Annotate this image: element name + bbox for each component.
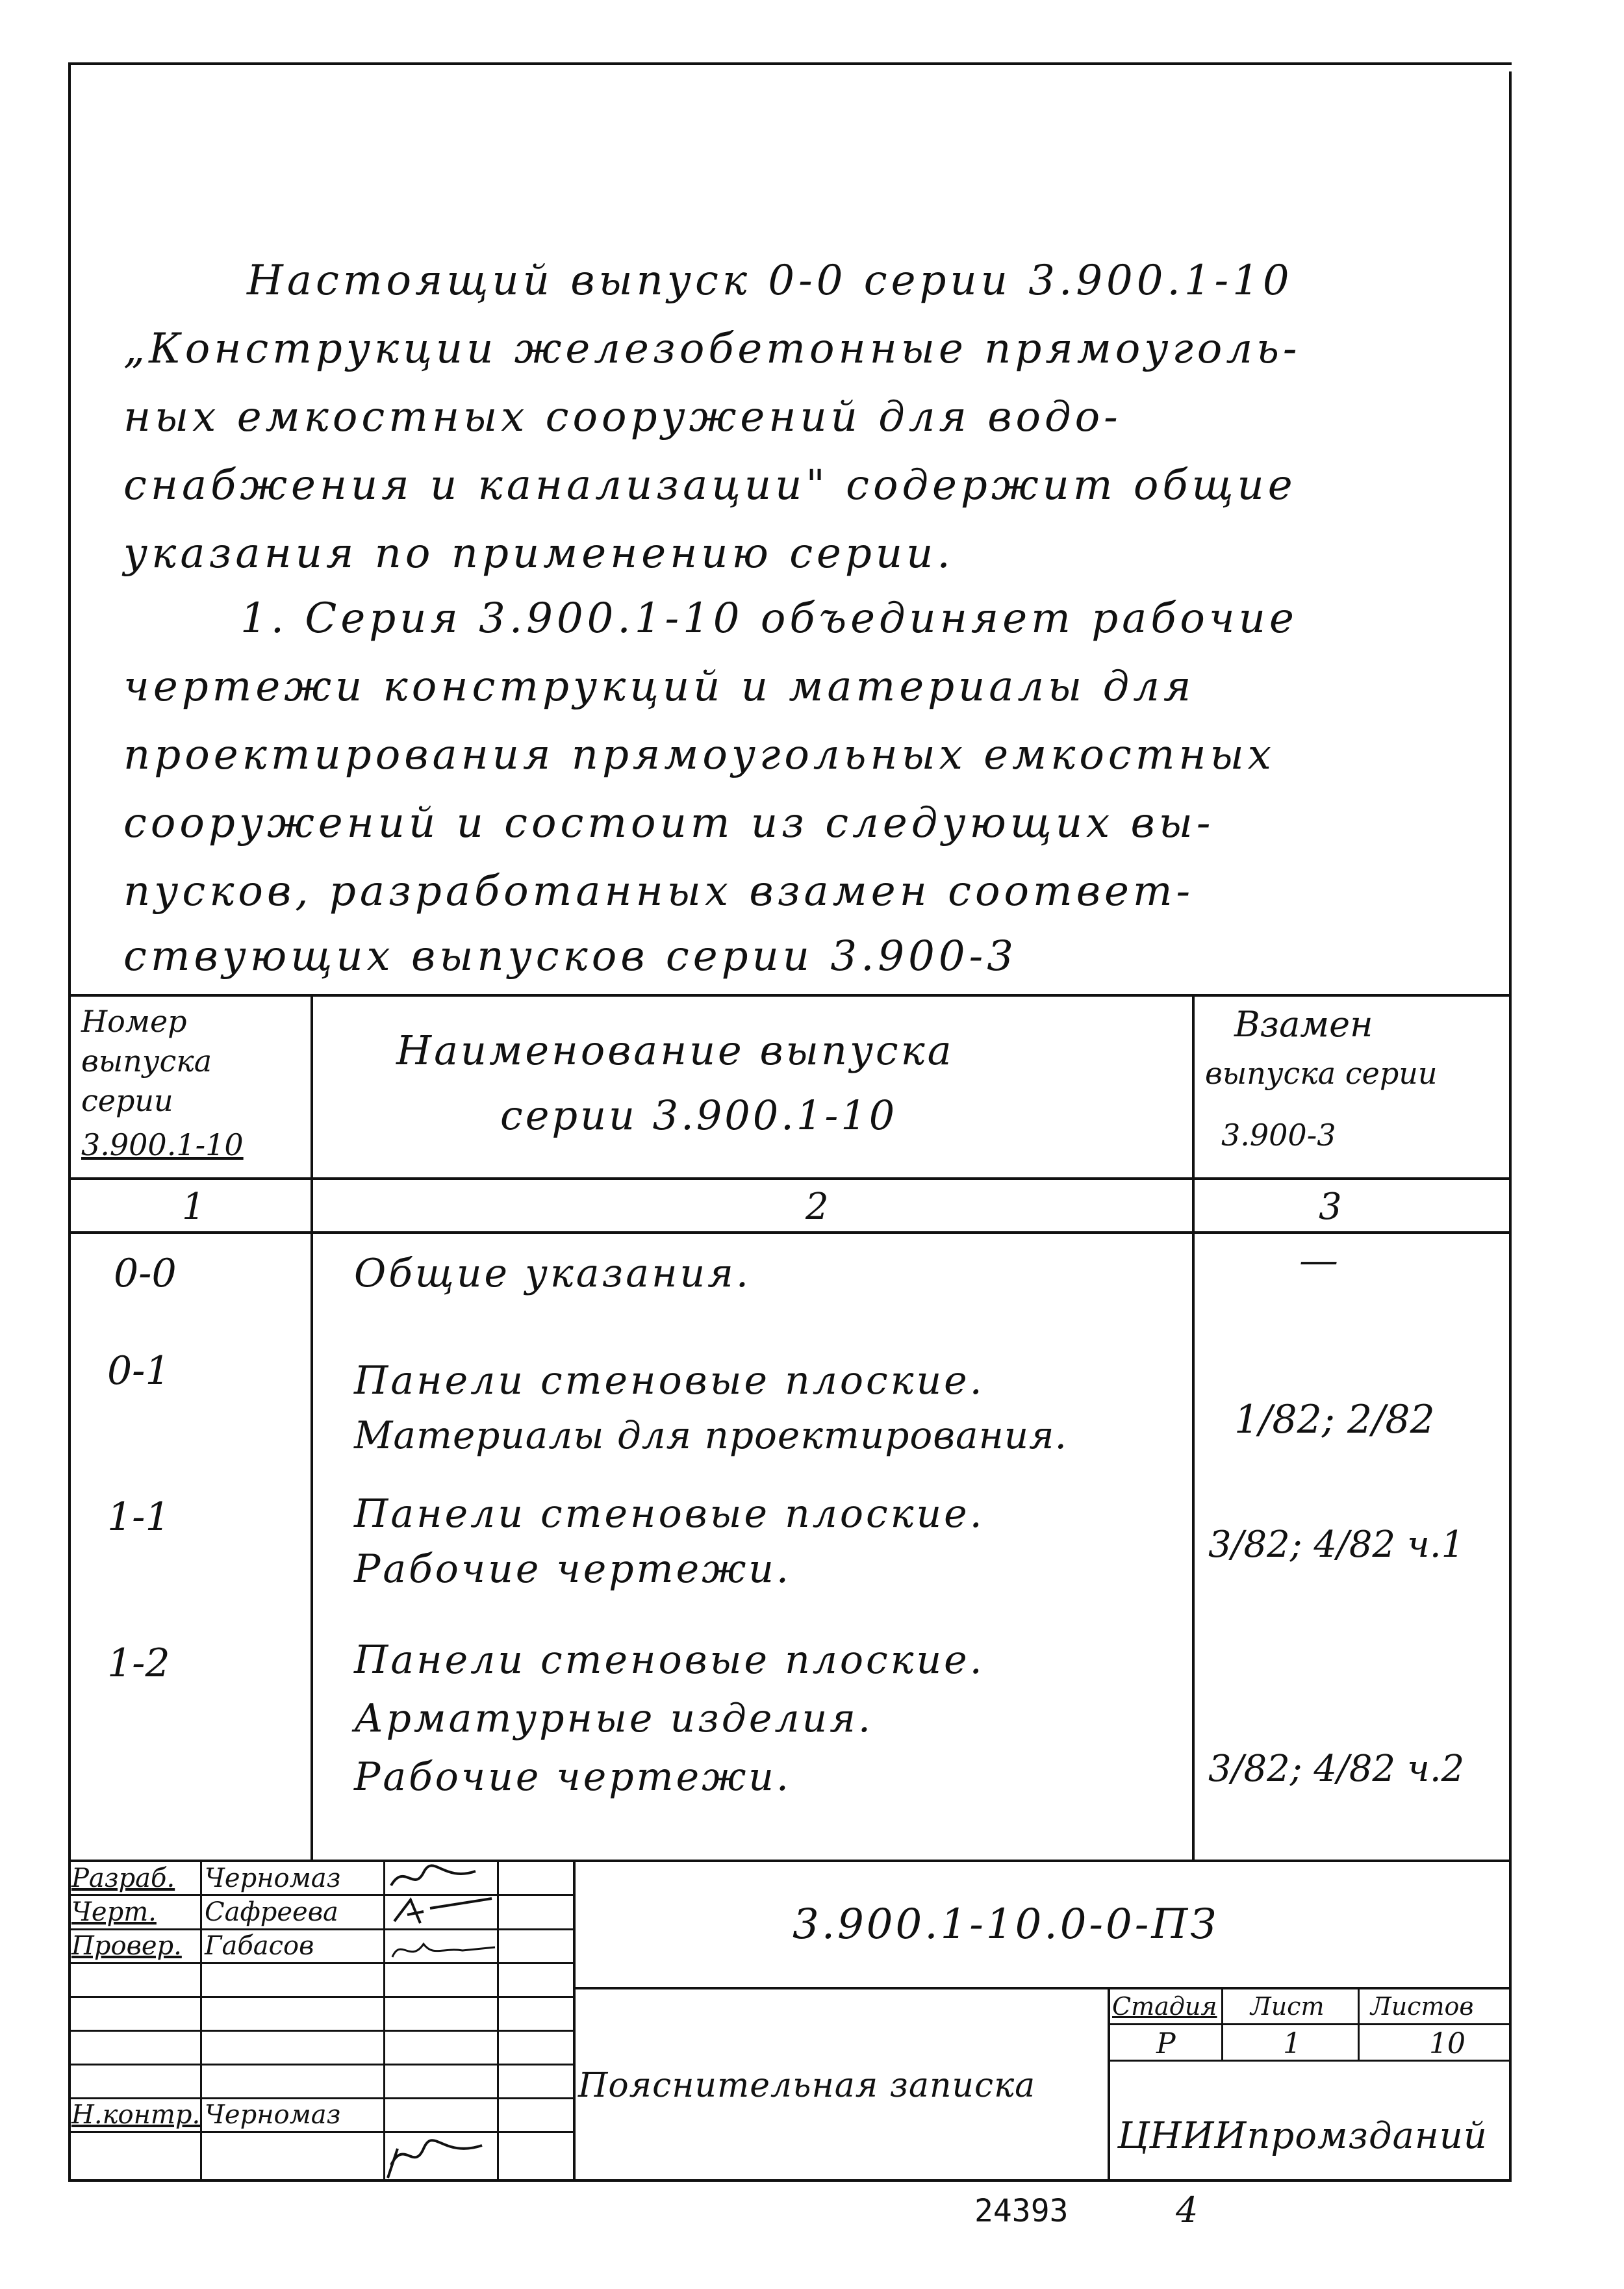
document-title: Пояснительная записка (578, 2066, 1036, 2105)
signature-role: Черт. (71, 1897, 157, 1927)
intro-line: снабжения и канализации" содержит общие (123, 461, 1297, 509)
tb-title-divider (1108, 1987, 1110, 2179)
header-col2-line: серии 3.900.1-10 (500, 1092, 898, 1139)
row-name: Панели стеновые плоские. (354, 1637, 985, 1683)
header-col2-line: Наименование выпуска (396, 1027, 954, 1074)
row-number: 0-0 (114, 1251, 177, 1296)
row-name: Панели стеновые плоские. (354, 1358, 985, 1403)
row-number: 0-1 (107, 1348, 170, 1394)
row-replaces: 3/82; 4/82 ч.2 (1208, 1748, 1465, 1790)
tb-stage-row-line (1108, 2023, 1512, 2025)
table-col2-divider (1192, 994, 1195, 1861)
table-bottom-line (68, 1860, 1512, 1862)
intro-line: пусков, разработанных взамен соответ- (123, 867, 1195, 915)
signature-scribbles (385, 1860, 573, 2179)
intro-line: „Конструкции железобетонные прямоуголь- (123, 325, 1301, 373)
sheets-value: 10 (1429, 2027, 1465, 2060)
row-replaces: 3/82; 4/82 ч.1 (1208, 1524, 1465, 1566)
table-col1-divider (311, 994, 313, 1861)
header-col1-line: 3.900.1-10 (81, 1127, 244, 1162)
signature-role: Разраб. (71, 1863, 175, 1893)
signature-name: Габасов (205, 1931, 314, 1961)
intro-line: сооружений и состоит из следующих вы- (123, 799, 1215, 847)
row-name: Материалы для проектирования. (354, 1413, 1067, 1457)
row-name: Рабочие чертежи. (354, 1754, 791, 1800)
stage-label: Стадия (1112, 1992, 1217, 2021)
table-numbers-bottom-line (68, 1231, 1512, 1234)
row-name: Рабочие чертежи. (354, 1546, 791, 1592)
header-col1-line: выпуска (81, 1043, 212, 1079)
row-number: 1-2 (107, 1641, 170, 1686)
intro-line: 1. Серия 3.900.1-10 объединяет рабочие (240, 595, 1298, 643)
tb-stage-col-line (1221, 1987, 1223, 2061)
tb-code-bottom-line (573, 1987, 1512, 1989)
page-number: 4 (1176, 2190, 1199, 2231)
header-col1-line: серии (81, 1083, 173, 1118)
frame-left (68, 62, 71, 2182)
row-number: 1-1 (107, 1494, 170, 1540)
intro-line: проектирования прямоугольных емкостных (123, 731, 1275, 779)
intro-line: ствующих выпусков серии 3.900-3 (123, 932, 1017, 980)
column-number: 1 (182, 1186, 205, 1228)
tb-col-line (200, 1860, 202, 2179)
intro-text (123, 257, 1488, 978)
intro-line: Настоящий выпуск 0-0 серии 3.900.1-10 (247, 257, 1293, 305)
header-col3-line: 3.900-3 (1221, 1118, 1336, 1153)
frame-right (1509, 71, 1512, 2182)
intro-line: указания по применению серии. (123, 530, 954, 578)
document-code: 3.900.1-10.0-0-ПЗ (793, 1900, 1219, 1949)
sheets-label: Листов (1371, 1992, 1474, 2021)
sheet-value: 1 (1283, 2027, 1301, 2060)
header-col3-line: выпуска серии (1205, 1056, 1438, 1091)
header-col3-line: Взамен (1234, 1004, 1373, 1045)
signature-name: Сафреева (205, 1897, 338, 1927)
signature-name: Черномаз (205, 2100, 341, 2130)
row-replaces: — (1299, 1238, 1338, 1283)
row-name: Панели стеновые плоские. (354, 1491, 985, 1537)
column-number: 3 (1319, 1186, 1342, 1228)
intro-line: ных емкостных сооружений для водо- (123, 393, 1122, 441)
table-header-bottom-line (68, 1177, 1512, 1180)
signature-role: Н.контр. (71, 2100, 201, 2130)
row-replaces: 1/82; 2/82 (1234, 1397, 1435, 1442)
intro-line: чертежи конструкций и материалы для (123, 663, 1195, 711)
frame-top (68, 62, 1512, 65)
signature-name: Черномаз (205, 1863, 341, 1893)
stage-value: Р (1156, 2027, 1176, 2060)
row-name: Общие указания. (354, 1251, 751, 1296)
sheet-label: Лист (1250, 1992, 1325, 2021)
organization-name: ЦНИИпромзданий (1117, 2115, 1488, 2157)
signature-role: Провер. (71, 1931, 182, 1961)
header-col1-line: Номер (81, 1004, 187, 1039)
table-top-line (68, 994, 1512, 997)
tb-stage-col-line (1358, 1987, 1360, 2061)
column-number: 2 (806, 1186, 829, 1228)
inventory-number: 24393 (974, 2193, 1069, 2229)
frame-bottom (68, 2179, 1512, 2182)
tb-col-line (573, 1860, 576, 2179)
row-name: Арматурные изделия. (354, 1696, 873, 1741)
